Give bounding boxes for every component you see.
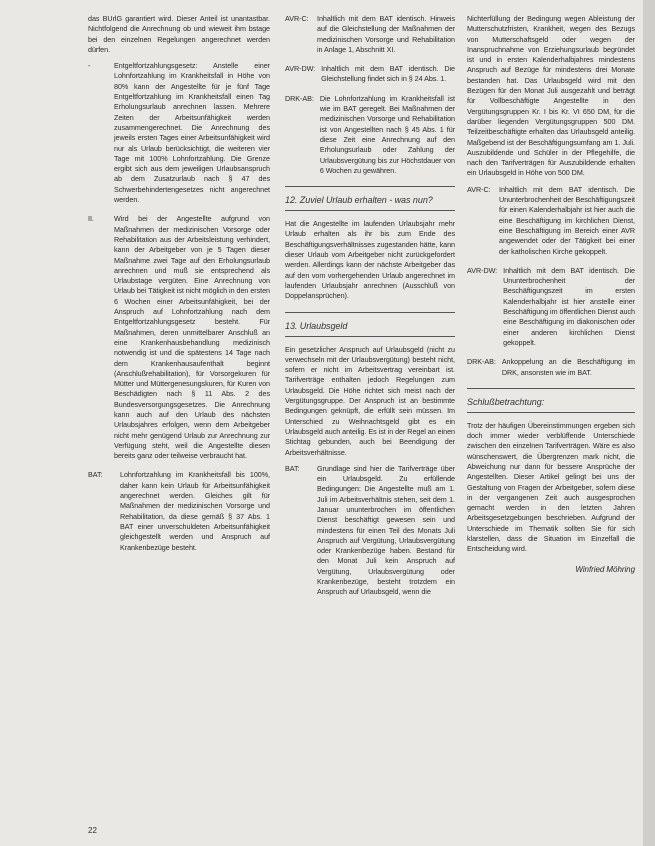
item-text: Lohnfortzahlung im Krankheitsfall bis 100%, daher kann kein Urlaub für Arbeitsunfähigkeit angerechnet werden. Gleiches gilt für Maßnahmen der medizinischen Vorsorge und Rehabilitation, da diese gemäß § 37 Abs. 1 BAT einer unverschuldeten Arbeitsunfähigkeit gleichgestellt werden und Anspruch auf Krankenbezüge besteht. [120,470,270,552]
item-tag: AVR-DW: [285,64,316,74]
section-divider [285,312,455,313]
col3-item-drk-ab [467,357,635,378]
section-heading-urlaubsgeld: 13. Urlaubsgeld [285,321,455,337]
item-tag: II. [88,214,94,224]
item-tag: BAT: [88,470,103,480]
col1-intro: das BUrlG garantiert wird. Dieser Anteil ist unantastbar. Nichtfolgend die Anrechnung ob und wieweit ihm bstage bei den einzelnen Regelungen angerechnet werden dürfen. [88,14,270,54]
col3-intro: Nichterfüllung der Bedingung wegen Ableistung der Mutterschutzfristen, Krankheit, wegen des Bezugs von Mutterschaftsgeld oder wegen der Inanspruchnahme von Erziehungsurlaub begründet ist und in ersten Kalenderhalbjahres mindestens Anspruch auf Bezüge für mindestens drei Monate bestanden hat. Das Urlaubsgeld wird mit den Bezügen für den Monat Juli ausgezahlt und beträgt für Vollbeschäftigte Angestellte in den Vergütungsgruppen Kr. I bis Kr. VI 650 DM, für die darüber liegenden Vergütungsgruppen 500 DM. Teilzeitbeschäftigte erhalten das Urlaubsgeld anteilig. Maßgebend ist der Beschäftigungsumfang am 1. Juli. Auszubildende und Schüler in der Pflegehilfe, die nach den Tarifverträgen für Auszubildende erhalten ein Urlaubsgeld in Höhe von 500 DM. [467,14,635,178]
section-paragraph: Hat die Angestellte im laufenden Urlaubsjahr mehr Urlaub erhalten als ihr bis zum Ende des Beschäftigungsverhältnisses zugestanden hätte, kann dieser Urlaub vom Arbeitgeber nicht zurückgefordert werden. Allerdings kann der nächste Arbeitgeber das auf den vom vorhergehenden Urlaub angerechnet im laufenden Urlaubsjahr anrechnen (Ausschluß von Doppelansprüchen). [285,219,455,301]
section-heading-zuviel-urlaub: 12. Zuviel Urlaub erhalten - was nun? [285,195,455,211]
column-middle [285,14,455,607]
col2-item-drk-ab [285,94,455,176]
author-signature: Winfried Möhring [575,564,635,574]
item-text: Inhaltlich mit dem BAT identisch. Die Gleichstellung findet sich in § 24 Abs. 1. [321,64,455,84]
item-text: Inhaltlich mit dem BAT identisch. Hinweis auf die Gleichstellung der Maßnahmen der medizinischen Vorsorge und Rehabilitation in Anlage 1, Abschnitt XI. [317,14,455,54]
col3-item-avr-c [467,185,635,257]
scan-edge [643,0,655,846]
item-text: Ankoppelung an die Beschäftigung im DRK, ansonsten wie im BAT. [501,357,635,377]
col3-item-avr-dw [467,266,635,348]
col1-item-bat [88,470,270,552]
item-tag: - [88,61,91,71]
item-text: Die Lohnfortzahlung im Krankheitsfall ist wie im BAT geregelt. Bei Maßnahmen der medizinischen Vorsorge und Rehabilitation ist von Angestellten nach § 45 Abs. 1 für diese Zeit eine Anrechnung auf den Erholungsurlaub oder Zahlung der Urlaubsvergütung bis zur Höchstdauer von 6 Wochen zu gewähren. [319,93,455,175]
item-text: Entgeltfortzahlungsgesetz: Anstelle einer Lohnfortzahlung im Krankheitsfall in Höhe von 80% kann der Angestellte für je fünf Tage Entgeltfortzahlung im Krankheitsfall einen Tag Erholungsurlaub anrechnen lassen. Mehrere Zeiten der Arbeitsunfähigkeit werden zusammengerechnet. Die Anrechnung des jeweils ersten Tages einer Arbeitsunfähigkeit wird nur als Urlaub berücksichtigt, die weiteren vier Tage mit 100% Lohnfortzahlung. Die Grenze ergibt sich aus dem jeweiligen Urlaubsanspruch ab dem Zusatzurlaub nach § 47 des Schwerbehindertengesetzes nicht angerechnet werden. [114,61,270,205]
item-tag: AVR-C: [467,184,491,194]
col1-item-entgelt [88,61,270,205]
section-paragraph: Ein gesetzlicher Anspruch auf Urlaubsgeld (nicht zu verwechseln mit der Urlaubsvergütung) besteht nicht, sofern er nicht im Arbeitsvertrag vereinbart ist. Tarifverträge enthalten jedoch Regelungen zum Urlaubsgeld. Die Höhe richtet sich meist nach der Vergütungsgruppe. Der Anspruch ist an bestimmte Bedingungen geknüpft, die erfüllt sein müssen. Im Unterschied zu Weihnachtsgeld gibt es ein Urlaubsgeld auch anteilig. Es ist in der Regel an einen Stichtag gebunden, auch bei Beendigung der Arbeitsverhältnisse. [285,344,455,457]
item-text: Inhaltlich mit dem BAT identisch. Die Ununterbrochenheit der Beschäftigungszeit im ersten Kalenderhalbjahr ist hier anstelle einer Beschäftigung im öffentlichen Dienst auch eine Beschäftigung im diakonischen oder einer anderen kirchlichen Dienst gekoppelt. [503,265,635,347]
col2-item-bat [285,464,455,598]
section-divider [467,388,635,389]
column-left [88,14,270,562]
item-text: Inhaltlich mit dem BAT identisch. Die Ununterbrochenheit der Beschäftigungszeit für einen Kalenderhalbjahr ist hier auch die eine Beschäftigung im kirchlichen Dienst, eine Beschäftigung im Bereich einer AVR angewendet oder der Tätigkeit bei einer der katholischen Kirche gekoppelt. [499,184,635,256]
item-text: Wird bei der Angestellte aufgrund von Maßnahmen der medizinischen Vorsorge oder Rehabilitation aus der Arbeitsleistung verhindert, kann der Arbeitgeber von je 5 Tagen dieser Maßnahme zwei Tage auf den Erholungsurlaub anrechnen und muß sie entsprechend als Urlaubstage vergüten. Eine Anrechnung von Urlaub bei Tätigkeit ist nicht möglich in den ersten 6 Wochen einer Arbeitsunfähigkeit, bei der Anspruch auf Lohnfortzahlung nach dem Entgeltfortzahlungsgesetz besteht. Für Maßnahmen, deren unmittelbarer Anschluß an eine Krankenhausbehandlung medizinisch notwendig ist und die spätestens 14 Tage nach dem Krankenhausaufenthalt beginnt (Anschlußrehabilitation), für Vorsorgekuren für Mütter und Müttergenesungskuren, für Kuren von Beschädigten nach § 11 Abs. 2 des Bundesversorgungsgesetzes. Die Anrechnung kann auch auf den Urlaub des nächsten Urlaubsjahres erfolgen, wenn dem Arbeitgeber nicht mehr genügend Urlaub zur Anrechnung zur Verfügung steht, weil die Angestellte diesen bereits ganz oder teilweise verbraucht hat. [114,214,270,461]
closing-paragraph: Trotz der häufigen Übereinstimmungen ergeben sich doch immer wieder verblüffende Unterschiede zwischen den einzelnen Tarifverträgen. Wäre es also wünschenswert, die Übergrenzen mark nicht, die Abweichung nur dann für bessere Ansprüche der Angestellten. Dieser Artikel gelingt bei uns der Gestaltung von Fragen der Arbeitgeber, sofern diese in der vergangenen Zeit auch ausgesprochen gemacht werden in den letzten Jahren Arbeitsgesetzgebungen beschrieben. Aufgrund der Unterschiede im Thematik sollten Sie für sich klarstellen, dass die Situation im Einzelfall die Entscheidung wird. [467,420,635,554]
col2-item-avr-dw [285,64,455,85]
item-tag: BAT: [285,463,300,473]
item-tag: AVR-DW: [467,265,498,275]
item-tag: AVR-C: [285,14,309,23]
col1-item-ii [88,214,270,461]
item-tag: DRK-AB: [285,93,314,103]
item-text: Grundlage sind hier die Tarifverträge über ein Urlaubsgeld. Zu erfüllende Bedingungen: Die Angestellte muß am 1. Juli im Arbeitsverhältnis stehen, seit dem 1. Januar ununterbrochen im öffentlichen Dienst beschäftigt gewesen sein und mindestens für einen Teil des Monats Juli Anspruch auf Vergütung, Urlaubsvergütung oder Krankenbezüge haben. Bestand für den Monat Juli kein Anspruch auf Vergütung, Urlaubsvergütung oder Krankenbezüge, besteht trotzdem ein Anspruch auf Urlaubsgeld, wenn die [317,463,455,597]
section-divider [285,186,455,187]
column-right [467,14,635,575]
page-number: 22 [88,826,97,835]
item-tag: DRK-AB: [467,357,496,367]
col2-item-avr-c [285,14,455,55]
section-heading-schluss: Schlußbetrachtung: [467,397,635,413]
